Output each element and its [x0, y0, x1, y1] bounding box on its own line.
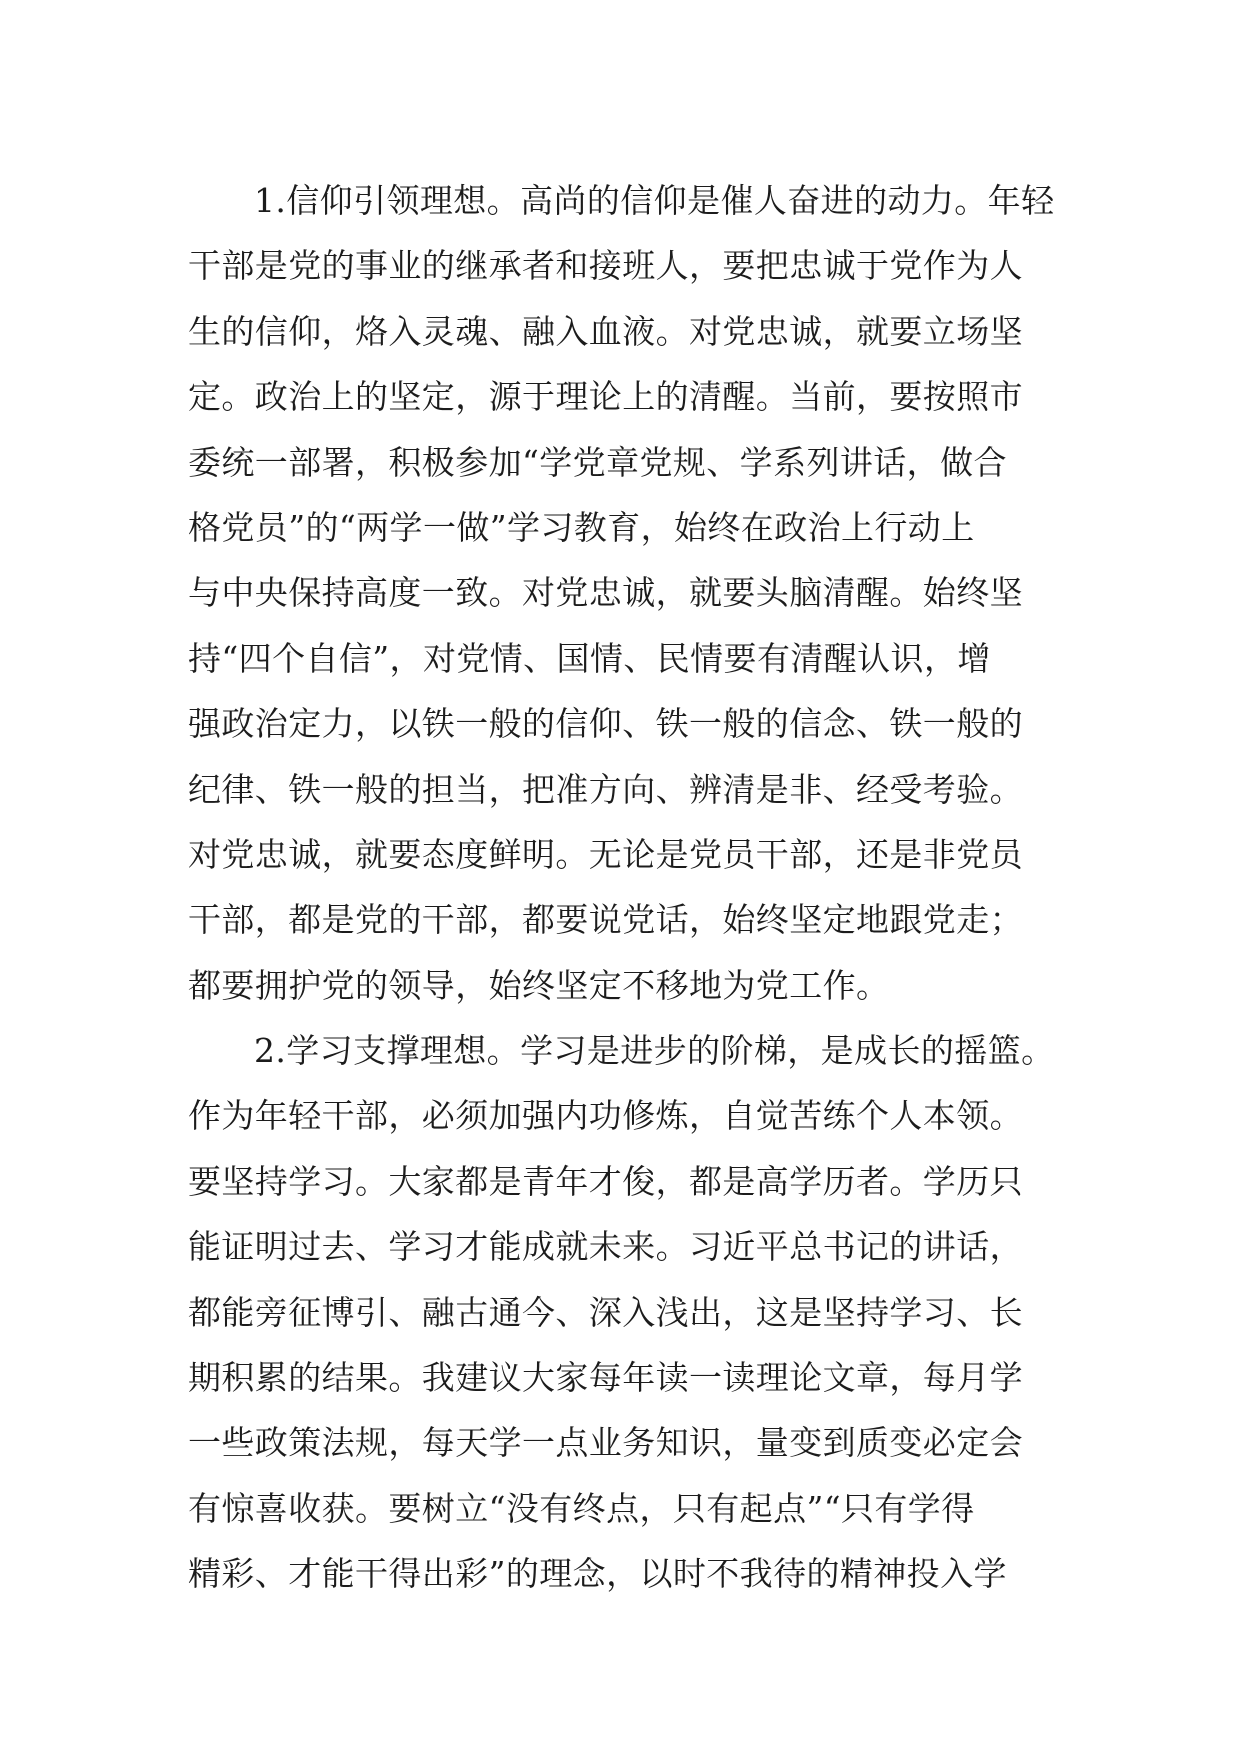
document-body [188, 168, 1058, 1607]
paragraph-line: 干部，都是党的干部，都要说党话，始终坚定地跟党走； [188, 900, 1023, 940]
paragraph-line: 期积累的结果。我建议大家每年读一读理论文章，每月学 [188, 1358, 1023, 1398]
paragraph-line: 对党忠诚，就要态度鲜明。无论是党员干部，还是非党员 [188, 834, 1023, 874]
paragraph-line: 作为年轻干部，必须加强内功修炼，自觉苦练个人本领。 [188, 1096, 1023, 1136]
paragraph-line: 格党员”的“两学一做”学习教育，始终在政治上行动上 [188, 507, 975, 547]
paragraph-line: 都能旁征博引、融古通今、深入浅出，这是坚持学习、长 [188, 1292, 1023, 1332]
paragraph-line: 定。政治上的坚定，源于理论上的清醒。当前，要按照市 [188, 377, 1023, 417]
paragraph-line: 1.信仰引领理想。高尚的信仰是催人奋进的动力。年轻 [254, 181, 1055, 220]
paragraph-line: 能证明过去、学习才能成就未来。习近平总书记的讲话， [188, 1227, 1023, 1267]
paragraph-line: 纪律、铁一般的担当，把准方向、辨清是非、经受考验。 [188, 769, 1023, 809]
paragraph-line: 都要拥护党的领导，始终坚定不移地为党工作。 [188, 965, 890, 1005]
paragraph-line: 持“四个自信”，对党情、国情、民情要有清醒认识，增 [188, 638, 991, 678]
paragraph-line: 精彩、才能干得出彩”的理念，以时不我待的精神投入学 [188, 1554, 1007, 1594]
paragraph-line: 干部是党的事业的继承者和接班人，要把忠诚于党作为人 [188, 246, 1023, 286]
paragraph-line: 委统一部署，积极参加“学党章党规、学系列讲话，做合 [188, 442, 1007, 482]
paragraph-line: 与中央保持高度一致。对党忠诚，就要头脑清醒。始终坚 [188, 573, 1023, 613]
paragraph-line: 生的信仰，烙入灵魂、融入血液。对党忠诚，就要立场坚 [188, 311, 1023, 351]
paragraph-line: 有惊喜收获。要树立“没有终点，只有起点”“只有学得 [188, 1488, 975, 1528]
paragraph-1 [188, 168, 1058, 1018]
paragraph-line: 2.学习支撑理想。学习是进步的阶梯，是成长的摇篮。 [254, 1031, 1055, 1071]
paragraph-2 [188, 1018, 1058, 1607]
paragraph-line: 强政治定力，以铁一般的信仰、铁一般的信念、铁一般的 [188, 704, 1023, 744]
paragraph-line: 一些政策法规，每天学一点业务知识，量变到质变必定会 [188, 1423, 1023, 1463]
paragraph-line: 要坚持学习。大家都是青年才俊，都是高学历者。学历只 [188, 1161, 1023, 1201]
